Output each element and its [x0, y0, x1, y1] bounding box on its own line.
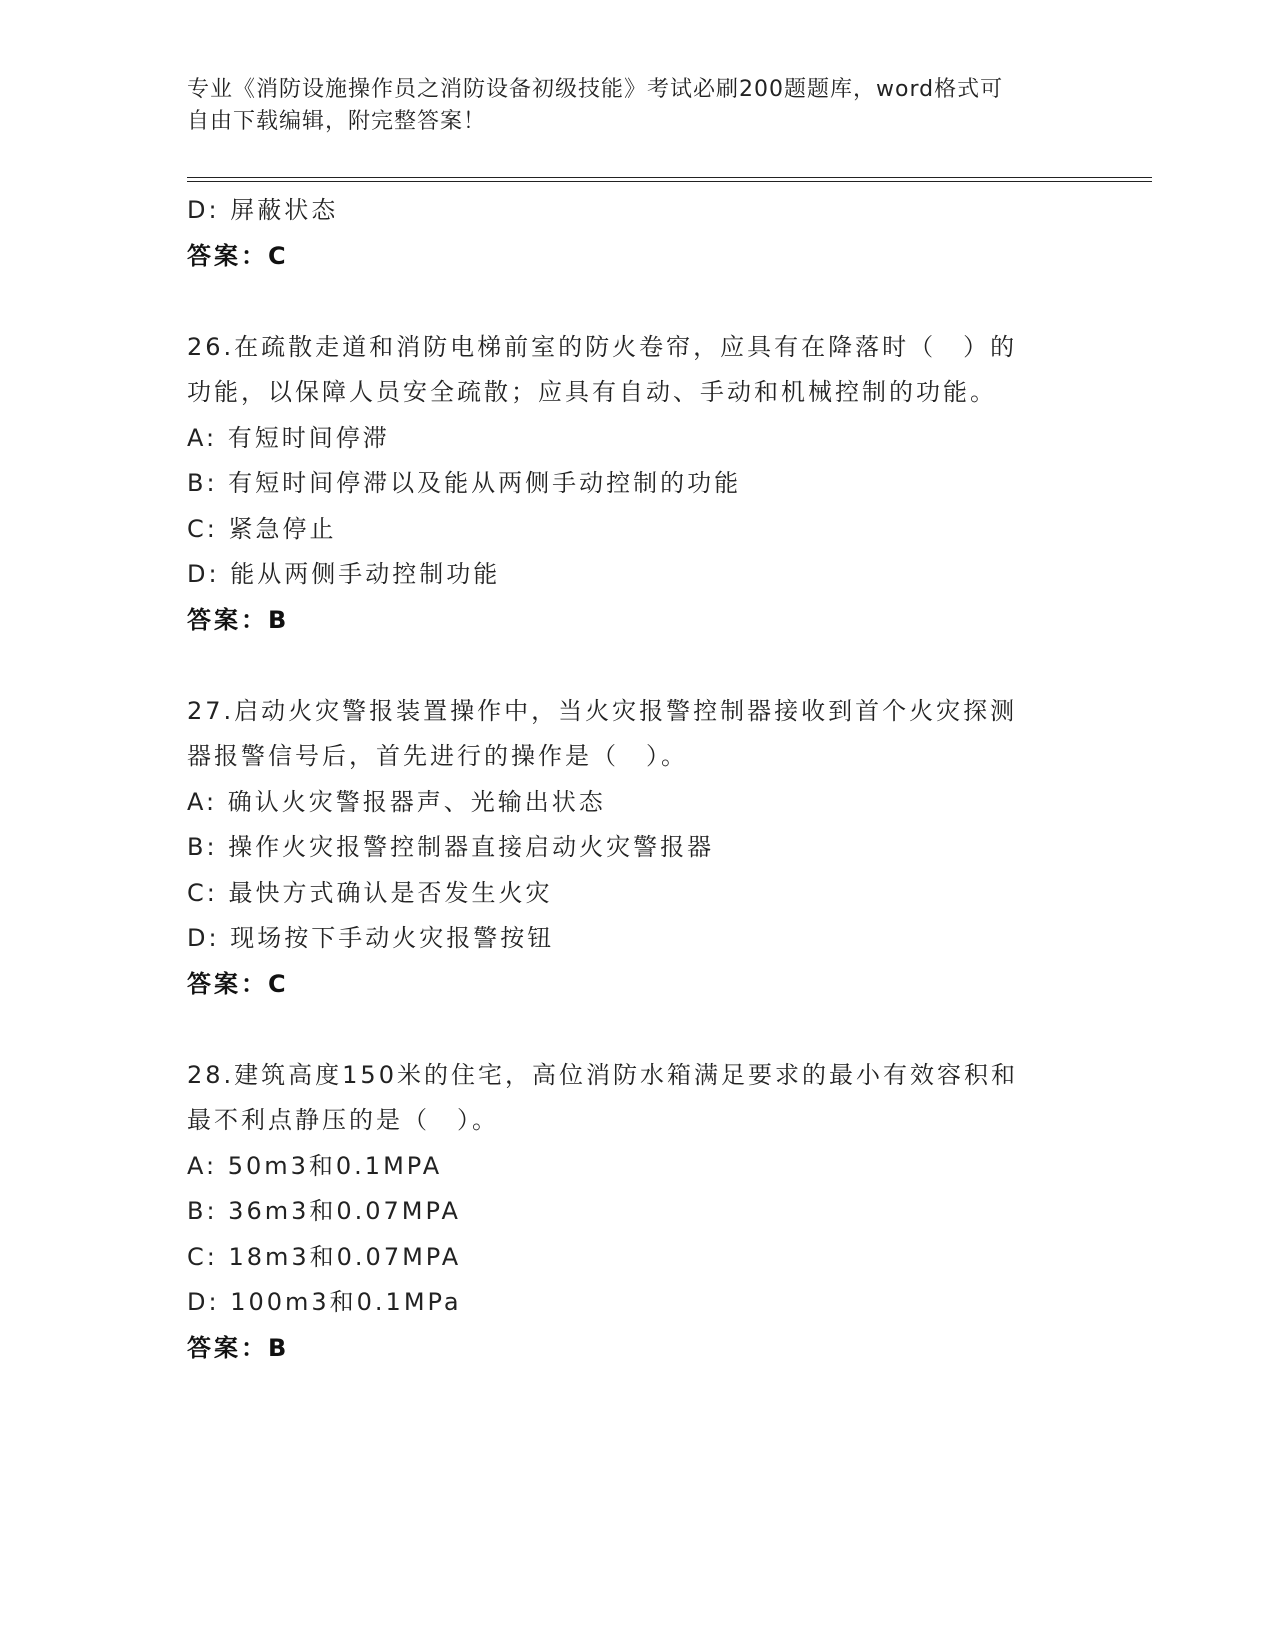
question-content — [187, 188, 1087, 1371]
document-header — [187, 74, 1087, 138]
spacer — [187, 1007, 1087, 1053]
option-d: D: 能从两侧手动控制功能 — [187, 560, 501, 588]
answer: 答案：B — [187, 605, 290, 634]
option-a: A: 确认火灾警报器声、光输出状态 — [187, 787, 606, 816]
spacer — [187, 279, 1087, 325]
question-27 — [187, 689, 1087, 1008]
question-text-line: 最不利点静压的是（ ）。 — [187, 1106, 499, 1134]
option-b: B: 36m3和0.07MPA — [187, 1197, 461, 1225]
question-text-line: 26.在疏散走道和消防电梯前室的防火卷帘，应具有在降落时（ ）的 — [187, 332, 1018, 361]
header-divider-top — [187, 177, 1152, 178]
question-26 — [187, 325, 1087, 644]
question-text-line: 功能，以保障人员安全疏散；应具有自动、手动和机械控制的功能。 — [187, 378, 997, 406]
spacer — [187, 643, 1087, 689]
option-d: D: 现场按下手动火灾报警按钮 — [187, 924, 555, 952]
header-line-2: 自由下载编辑，附完整答案！ — [187, 109, 487, 134]
question-text-line: 器报警信号后，首先进行的操作是（ ）。 — [187, 742, 688, 770]
answer: 答案：C — [187, 969, 289, 998]
option-d: D: 100m3和0.1MPa — [187, 1288, 462, 1316]
option-c: C: 紧急停止 — [187, 514, 337, 543]
option-c: C: 18m3和0.07MPA — [187, 1242, 462, 1271]
option-b: B: 有短时间停滞以及能从两侧手动控制的功能 — [187, 469, 742, 497]
question-text-line: 28.建筑高度150米的住宅，高位消防水箱满足要求的最小有效容积和 — [187, 1060, 1018, 1089]
option-c: C: 最快方式确认是否发生火灾 — [187, 878, 553, 907]
option-b: B: 操作火灾报警控制器直接启动火灾警报器 — [187, 833, 715, 861]
answer: 答案：B — [187, 1333, 290, 1362]
prev-answer: 答案：C — [187, 241, 289, 270]
option-a: A: 50m3和0.1MPA — [187, 1151, 443, 1180]
option-a: A: 有短时间停滞 — [187, 423, 390, 452]
question-28 — [187, 1053, 1087, 1372]
header-divider-bottom — [187, 181, 1152, 182]
question-text-line: 27.启动火灾警报装置操作中，当火灾报警控制器接收到首个火灾探测 — [187, 696, 1018, 725]
header-line-1: 专业《消防设施操作员之消防设备初级技能》考试必刷200题题库，word格式可 — [187, 77, 1004, 102]
prev-option-d: D: 屏蔽状态 — [187, 196, 339, 224]
